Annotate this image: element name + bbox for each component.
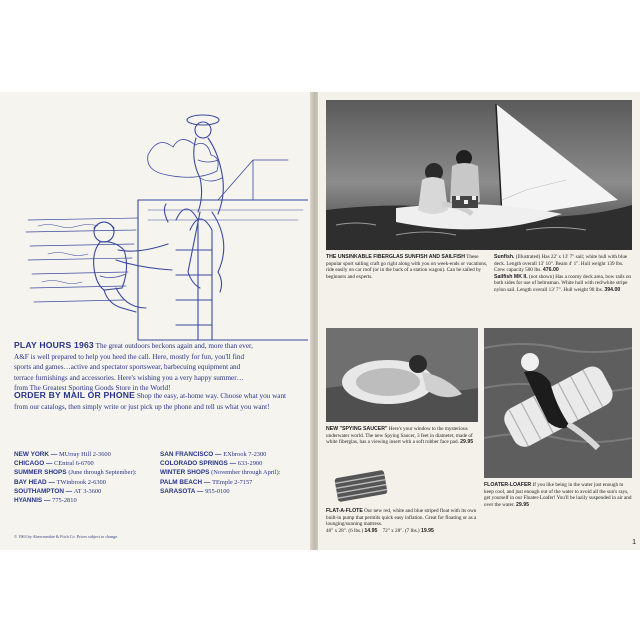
sunfish-text: (Illustrated) Has 22' x 13' 7" sail; white hull with blue deck. Length overall 13' 10". Beam 4' 1". Hull weight 139 lbs. Crew capacity 500 lbs. [494,254,628,274]
store-row: SOUTHAMPTON — AT 3-3600 [14,487,102,495]
store-row: NEW YORK — MUrray Hill 2-3600 [14,451,111,458]
order-line: from our catalogs, then simply write or just pick up the phone and tell us what you want! [14,402,270,411]
sunfish-caption-text: These popular sport sailing craft go right along with you on week-ends or vacations, ride easily on car roof (or in the back of a station wagon). Can be sailed by beginners and experts. [326,254,488,280]
flat-price-a: 14.95 [364,527,378,534]
spying-saucer-photo [326,328,478,422]
sunfish-details [494,254,632,294]
flat-title: FLAT-A-FLOTE [326,508,363,514]
intro-line: from The Greatest Sporting Goods Store in the World! [14,384,171,393]
store-row: WINTER SHOPS (November through April): [160,469,281,477]
sailboat-photo [326,100,632,250]
loafer-text: If you like being in the water just enough to keep cool, and just enough out of the water to avoid all the sun's rays, get yourself in our Floater-Loafer! You'll be lazily suspended in air and over the water. [484,482,632,508]
flat-price-b: 19.95 [420,527,434,534]
order-paragraph [14,390,302,412]
store-row: COLORADO SPRINGS — 633-2900 [160,460,263,468]
floater-loafer-photo [484,328,632,478]
intro-line: terrace furnishings and accessories. Here's wishing you a very happy summer… [14,373,244,382]
sunfish-price: 476.00 [542,267,559,274]
loafer-title: FLOATER-LOAFER [484,482,532,488]
flat-text: Our new red, white and blue striped float with its own built-in pump that permits quick easy inflation. Great for floating or as a lounging/sunning mattress. [326,508,477,528]
intro-line: sports and games…active and spectator sportswear, barbecuing equipment and [14,363,241,372]
sunfish-title: Sunfish. [494,254,515,260]
store-row: HYANNIS — 775-2810 [14,497,77,505]
floater-loafer-caption [484,482,634,508]
flat-size-b: 72" x 28". (7 lbs.) [382,527,420,534]
saucer-text: Here's your window to the mysterious underwater world. The new Spying Saucer, 3 feet in diameter, made of white fiberglas, has a viewing insert with a soft rubber face pad. [326,426,473,446]
page-number: 1 [632,539,636,546]
flat-size-a: 40" x 28". (6 lbs.) [326,527,364,534]
saucer-title: NEW "SPYING SAUCER" [326,426,388,432]
saucer-caption [326,426,478,446]
catalog-spread [0,92,640,550]
couple-at-pool-illustration [8,100,308,350]
store-row: SUMMER SHOPS (June through September): [14,469,137,477]
sunfish-caption-title: THE UNSINKABLE FIBERGLAS SUNFISH AND SAILFISH [326,254,466,260]
store-row: CHICAGO — CEntral 6-6700 [14,460,94,468]
sailfish-price: 394.00 [604,286,621,293]
store-row: SARASOTA — 955-0100 [160,487,230,495]
store-row: BAY HEAD — TWinbrook 2-6300 [14,478,106,486]
order-heading: ORDER BY MAIL OR PHONE [14,390,136,400]
intro-line: The great outdoors beckons again and, more than ever, [95,342,253,350]
right-page [318,92,640,550]
store-row: PALM BEACH — TEmple 2-7157 [160,478,253,486]
copyright-footer: © 1963 by Abercrombie & Fitch Co. Prices subject to change. [14,534,119,539]
store-row: SAN FRANCISCO — EXbrook 7-2300 [160,451,267,458]
sunfish-caption [326,254,488,280]
left-page [0,92,316,550]
saucer-price: 29.95 [460,439,474,446]
order-line: Shop the easy, at-home way. Choose what you want [136,392,287,400]
sailfish-text: (not shown) Has a roomy deck area, bow rails on both sides for use of helmsman. White hull with red/white stripe nylon sail. Length overall 13' 7". Hull weight 98 lbs. [494,273,632,293]
play-hours-heading: PLAY HOURS 1963 [14,340,94,350]
store-list-left [14,450,137,505]
intro-paragraph [14,340,302,394]
intro-line: A&F is well prepared to help you heed the call. Here, mostly for fun, you'll find [14,352,245,361]
loafer-price: 29.95 [515,501,529,508]
flat-a-flote-photo [330,464,392,508]
flat-a-flote-caption [326,508,478,534]
store-list-right [160,450,280,496]
sailfish-title: Sailfish MK II. [494,273,528,280]
